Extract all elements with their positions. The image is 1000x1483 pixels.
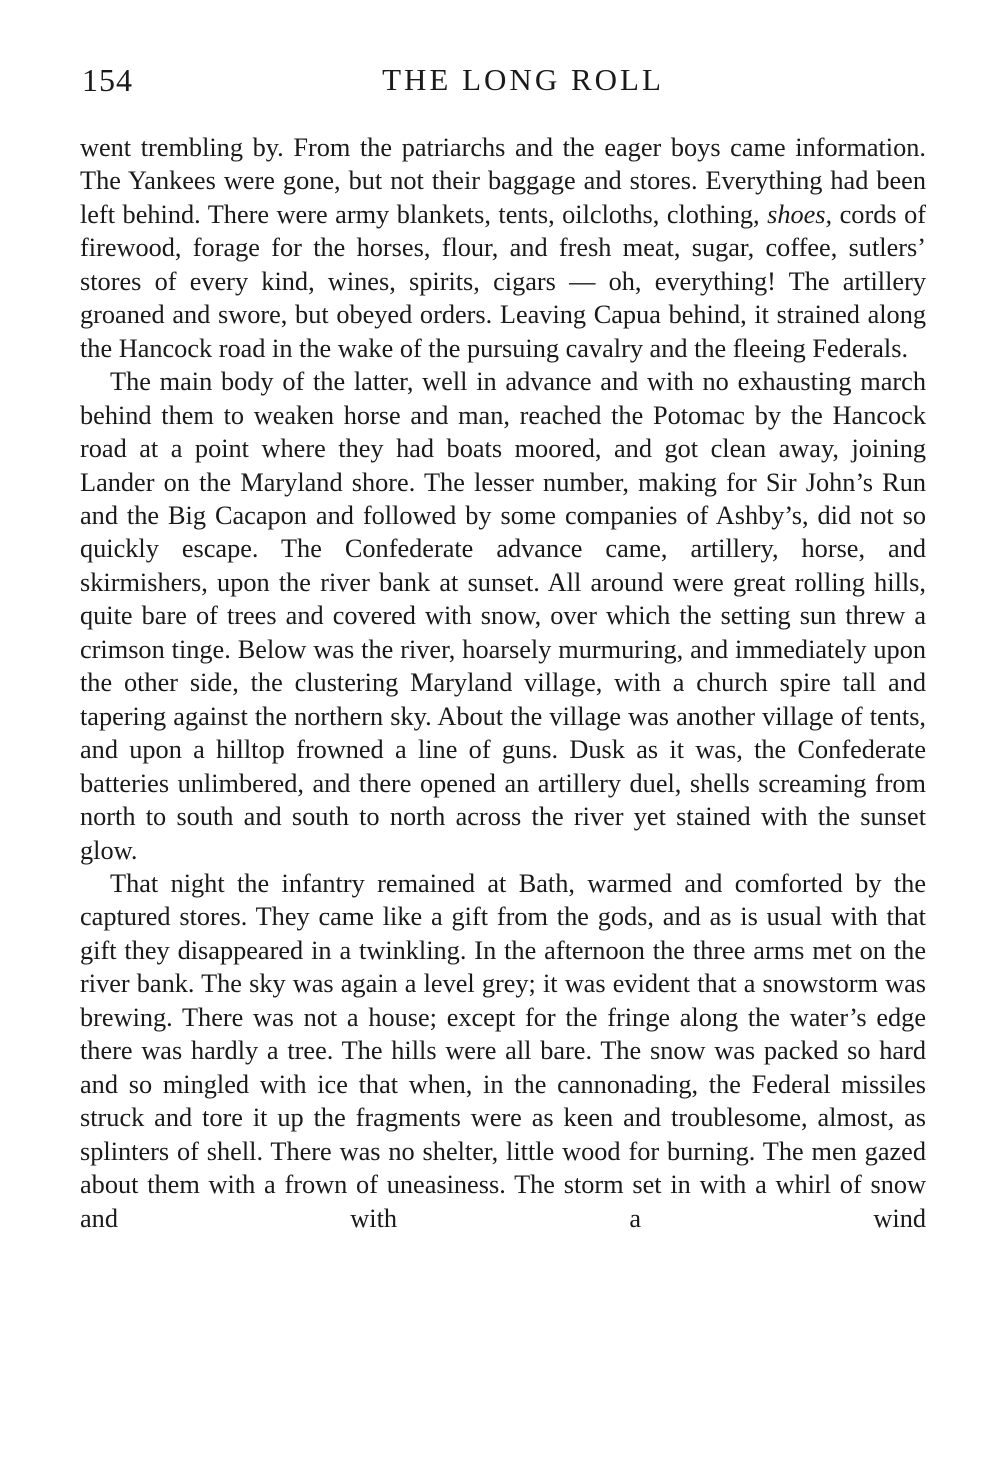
paragraph-3: That night the infantry remained at Bath, warmed and comforted by the captured stores. They came like a gift from the gods, and as is usual with that gift they disappeared in a twinkling. In the afternoon the three arms met on the river bank. The sky was again a level grey; it was evident that a snowstorm was brewing. There was not a house; except for the fringe along the water’s edge there was hardly a tree. The hills were all bare. The snow was packed so hard and so mingled with ice that when, in the cannonading, the Federal missiles struck and tore it up the fragments were as keen and troublesome, almost, as splinters of shell. There was no shelter, little wood for burning. The men gazed about them with a frown of uneasiness. The storm set in with a whirl of snow and with a wind — [80, 868, 926, 1233]
running-title: THE LONG ROLL — [382, 62, 664, 97]
body-text — [80, 131, 926, 1235]
paragraph-1-text-end: cords of firewood, forage for the horses, flour, and fresh meat, sugar, coffee, sutlers’ stores of every kind, wines, spirits, cigars — oh, everything! The artillery groaned and swore, but obeyed orders. Leaving Capua behind, it strained along the Hancock road in the wake of the pursuing cavalry and the fleeing Federals. — [80, 199, 926, 363]
running-header — [80, 62, 926, 108]
italic-shoes: shoes, — [767, 199, 833, 229]
paragraph-1 — [80, 131, 926, 365]
paragraph-1-text-start: went trembling by. From the patriarchs and the eager boys came information. The Yankees were gone, but not their baggage and stores. Everything had been left behind. There were army blankets, tents, oilcloths, clothing, — [80, 133, 926, 229]
paragraph-2: The main body of the latter, well in advance and with no exhausting march behind them to weaken horse and man, reached the Potomac by the Hancock road at a point where they had boats moored, and got clean away, joining Lander on the Maryland shore. The lesser number, making for Sir John’s Run and the Big Cacapon and followed by some companies of Ashby’s, did not so quickly escape. The Confederate advance came, artillery, horse, and skirmishers, upon the river bank at sunset. All around were great rolling hills, quite bare of trees and covered with snow, over which the setting sun threw a crimson tinge. Below was the river, hoarsely murmuring, and immediately upon the other side, the clustering Maryland village, with a church spire tall and tapering against the northern sky. About the village was another village of tents, and upon a hilltop frowned a line of guns. Dusk as it was, the Confederate batteries unlimbered, and there opened an artillery duel, shells screaming from north to south and south to north across the river yet stained with the sunset glow. — [80, 367, 926, 865]
page-number: 154 — [82, 62, 133, 98]
